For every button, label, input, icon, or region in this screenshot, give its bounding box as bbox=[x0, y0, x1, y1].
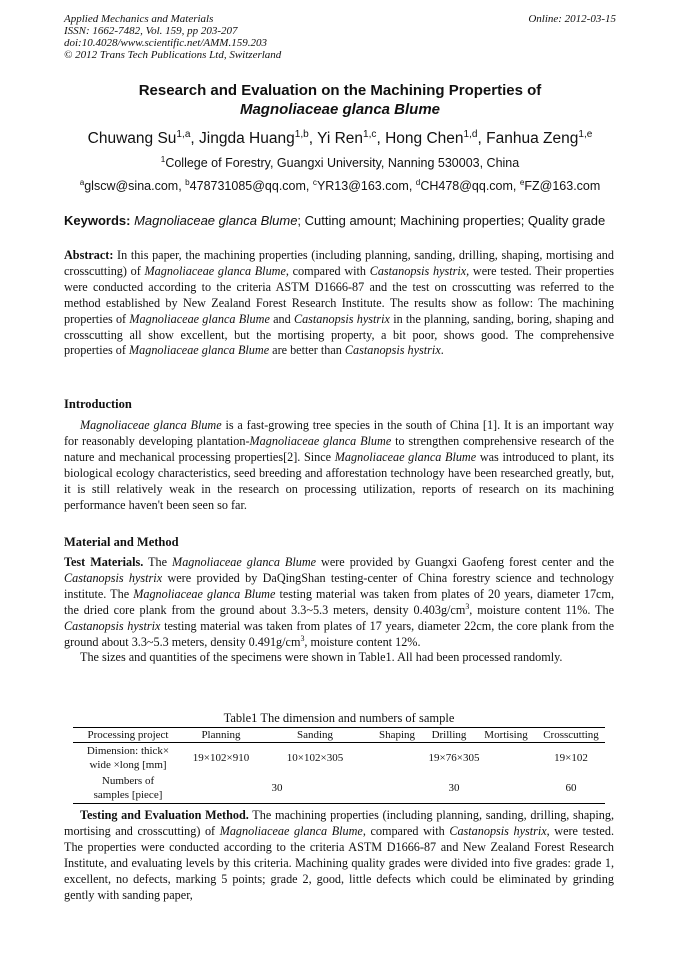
method-text: Test Materials. The Magnoliaceae glanca Blume were provided by Guangxi Gaofeng forest center and the Castanopsis hystrix were provided by DaQingShan testing-center of China forestry science and technology institute. The Magnoliaceae glanca Blume testing material was taken from plates of 20 years, diameter 17cm, the dried core plank from the ground about 3.3~5.3 meters, density $0.403g/cm^3$, moisture content 11%. The Castanopsis hystrix testing material was taken from plates of 17 years, diameter 22cm, the core plank from the ground about 3.3~5.3 meters, density $0.491g/cm^3$, moisture content 12%. The sizes and quantities of the specimens were shown in Table1. All had been processed randomly. bbox=[64, 555, 615, 665]
table-row bbox=[73, 743, 605, 774]
email[interactable]: $^e$FZ@163.com bbox=[519, 177, 601, 193]
evaluation-text: Testing and Evaluation Method. The machining properties (including planning, sanding, drilling, shaping, mortising and crosscutting) of Magnoliaceae glanca Blume, compared with Castanopsis hystrix, were tested. The properties were conducted according to the criteria ASTM D1666-87 and New Zealand Forest Research Institute, and evaluating levels by this criteria. Machining quality grades were divided into five grades: grade 1, excellent, no defects, marking 5 points; grade 2, good, little defects which could be eliminated by grinding gently with sanding paper, bbox=[64, 808, 614, 902]
table-header-cell: Drilling bbox=[431, 729, 467, 741]
table-cell: 19×102×910 bbox=[192, 752, 250, 764]
author: Hong Chen$^{1,d}$ bbox=[385, 128, 478, 147]
table-cell: 19×76×305 bbox=[428, 752, 480, 764]
table-cell: 30 bbox=[271, 782, 283, 794]
table-header-row bbox=[73, 728, 605, 743]
keywords-label: Keywords: bbox=[64, 213, 131, 228]
keywords: Keywords: Magnoliaceae glanca Blume; Cutting amount; Machining properties; Quality grade bbox=[64, 213, 606, 228]
email[interactable]: $^b$478731085@qq.com bbox=[185, 177, 306, 193]
table-cell: 10×102×305 bbox=[286, 752, 344, 764]
table-header-cell: Sanding bbox=[296, 729, 334, 741]
email-list: $^a$glscw@sina.com, $^b$478731085@qq.com, $^c$YR13@163.com, $^d$CH478@qq.com, $^e$FZ@163.com bbox=[79, 177, 601, 193]
test-materials-label: Test Materials. bbox=[64, 555, 144, 569]
author: Fanhua Zeng$^{1,e}$ bbox=[486, 128, 593, 147]
section-heading-method: Material and Method bbox=[64, 535, 179, 549]
table-cell: 30 bbox=[448, 782, 460, 794]
author: Yi Ren$^{1,c}$ bbox=[317, 128, 377, 147]
journal-info bbox=[64, 13, 616, 61]
online-date: Online: 2012-03-15 bbox=[528, 13, 616, 25]
journal-issn: ISSN: 1662-7482, Vol. 159, pp 203-207 bbox=[64, 25, 238, 37]
table-header-cell: Mortising bbox=[484, 729, 528, 741]
table-header-cell: Planning bbox=[201, 729, 241, 741]
abstract-label: Abstract: bbox=[64, 248, 114, 262]
introduction-text: Magnoliaceae glanca Blume is a fast-growing tree species in the south of China [1]. It is an important way for reasonably developing plantation-Magnoliaceae glanca Blume to strengthen comprehensive research of the nature and mechanical processing properties[2]. Since Magnoliaceae glanca Blume was introduced to plant, its biological ecology characteristics, seed breeding and afforestation technology have been researched greatly, but, it is still relatively weak in the research on processing utilization, reports of research on its machining performance haven't been seen so far. bbox=[64, 418, 615, 512]
affiliation: $^1$College of Forestry, Guangxi University, Nanning 530003, China bbox=[160, 154, 520, 170]
table-caption: Table1 The dimension and numbers of sample bbox=[223, 711, 455, 725]
row-label: Numbers of samples [piece] bbox=[93, 775, 163, 801]
section-heading-introduction: Introduction bbox=[64, 397, 132, 411]
table-header-cell: Crosscutting bbox=[543, 729, 599, 741]
email[interactable]: $^d$CH478@qq.com bbox=[415, 177, 513, 193]
abstract: Abstract: In this paper, the machining properties (including planning, sanding, drilling, shaping, mortising and crosscutting) of Magnoliaceae glanca Blume, compared with Castanopsis hystrix, were tested. Their properties were conducted according to the criteria ASTM D1666-87 and the test on crosscutting was referred to the method established by New Zealand Forest Research Institute. The results show as follow: The machining properties of Magnoliaceae glanca Blume and Castanopsis hystrix in the planning, sanding, boring, shaping and crosscutting all show excellent, but the mortising property, a bit poor, shows good. The comprehensive properties of Magnoliaceae glanca Blume are better than Castanopsis hystrix. bbox=[64, 248, 614, 358]
row-label: Dimension: thick× wide ×long [mm] bbox=[86, 745, 170, 771]
email[interactable]: $^a$glscw@sina.com bbox=[79, 177, 179, 193]
paper-title bbox=[64, 81, 616, 119]
table-cell: 19×102 bbox=[554, 752, 588, 764]
title-line-2 bbox=[64, 100, 616, 119]
journal-name: Applied Mechanics and Materials bbox=[64, 13, 214, 25]
email[interactable]: $^c$YR13@163.com bbox=[312, 177, 409, 193]
sample-table bbox=[73, 727, 605, 804]
author: Jingda Huang$^{1,b}$ bbox=[199, 128, 309, 147]
title-line-1: Research and Evaluation on the Machining Properties of bbox=[138, 82, 542, 99]
journal-copyright: © 2012 Trans Tech Publications Ltd, Switzerland bbox=[64, 49, 282, 61]
journal-doi: doi:10.4028/www.scientific.net/AMM.159.203 bbox=[64, 37, 267, 49]
table-header-cell: Shaping bbox=[378, 729, 416, 741]
author-list: Chuwang Su$^{1,a}$, Jingda Huang$^{1,b}$, Yi Ren$^{1,c}$, Hong Chen$^{1,d}$, Fanhua Zeng$^{1,e}$ bbox=[87, 128, 593, 147]
table-cell: 60 bbox=[565, 782, 577, 794]
table-header-cell: Processing project bbox=[87, 729, 169, 741]
evaluation-label: Testing and Evaluation Method. bbox=[80, 808, 249, 822]
author: Chuwang Su$^{1,a}$ bbox=[87, 128, 191, 147]
title-species: Magnoliaceae glanca Blume bbox=[239, 101, 441, 118]
table-row bbox=[73, 773, 605, 804]
